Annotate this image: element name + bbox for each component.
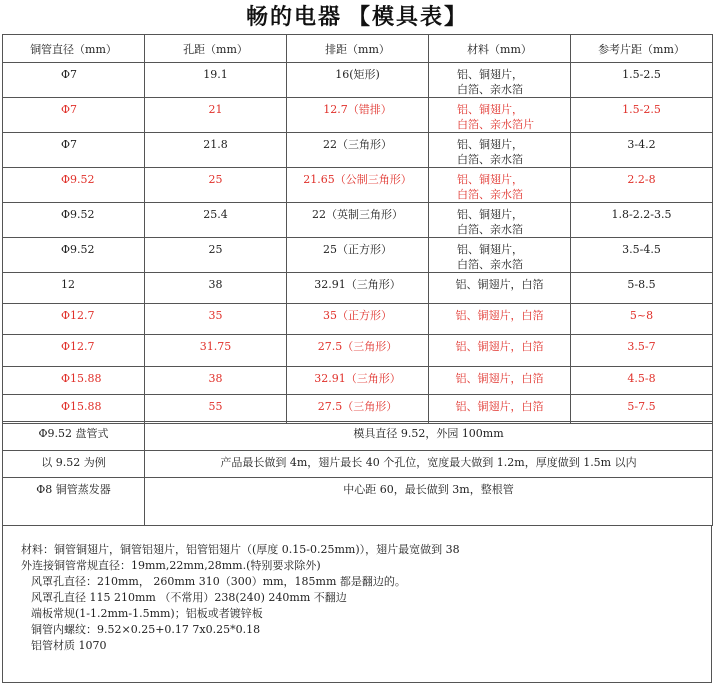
cell-row-pitch: 25（正方形） bbox=[287, 238, 429, 273]
cell-diameter: Φ15.88 bbox=[3, 367, 145, 395]
spec-table bbox=[2, 421, 713, 526]
cell-diameter: Φ12.7 bbox=[3, 304, 145, 335]
cell-fin-pitch: 3.5-7 bbox=[571, 335, 713, 367]
header-diameter: 铜管直径（mm） bbox=[3, 35, 145, 63]
cell-fin-pitch: 4.5-8 bbox=[571, 367, 713, 395]
cell-diameter: Φ12.7 bbox=[3, 335, 145, 367]
table-row bbox=[3, 395, 713, 424]
header-material: 材料（mm） bbox=[429, 35, 571, 63]
cell-row-pitch: 22（英制三角形） bbox=[287, 203, 429, 238]
cell-material: 铝、铜翅片，白箔 bbox=[429, 304, 571, 335]
company-name: 畅的电器 bbox=[245, 4, 342, 30]
table-row bbox=[3, 367, 713, 395]
spec-value: 产品最长做到 4m，翅片最长 40 个孔位，宽度最大做到 1.2m，厚度做到 1.5m 以内 bbox=[145, 451, 713, 478]
table-row bbox=[3, 98, 713, 133]
cell-hole-pitch: 25 bbox=[145, 168, 287, 203]
cell-row-pitch: 35（正方形） bbox=[287, 304, 429, 335]
cell-row-pitch: 21.65（公制三角形） bbox=[287, 168, 429, 203]
cell-material: 铝、铜翅片，白箔 bbox=[429, 335, 571, 367]
notes-section bbox=[2, 525, 712, 683]
cell-diameter: Φ15.88 bbox=[3, 395, 145, 424]
cell-hole-pitch: 31.75 bbox=[145, 335, 287, 367]
table-row bbox=[3, 168, 713, 203]
cell-fin-pitch: 5-7.5 bbox=[571, 395, 713, 424]
header-hole-pitch: 孔距（mm） bbox=[145, 35, 287, 63]
cell-hole-pitch: 21.8 bbox=[145, 133, 287, 168]
cell-row-pitch: 16(矩形) bbox=[287, 63, 429, 98]
cell-fin-pitch: 5-8.5 bbox=[571, 273, 713, 304]
cell-material: 铝、铜翅片，白箔 bbox=[429, 273, 571, 304]
table-row bbox=[3, 273, 713, 304]
spec-row bbox=[3, 451, 713, 478]
spec-row bbox=[3, 422, 713, 451]
table-row bbox=[3, 335, 713, 367]
cell-material: 铝、铜翅片，白箔 bbox=[429, 395, 571, 424]
table-row bbox=[3, 238, 713, 273]
cell-material: 铝、铜翅片，白箔 bbox=[429, 367, 571, 395]
table-row bbox=[3, 203, 713, 238]
cell-hole-pitch: 35 bbox=[145, 304, 287, 335]
cell-hole-pitch: 21 bbox=[145, 98, 287, 133]
spec-row bbox=[3, 478, 713, 526]
cell-fin-pitch: 3-4.2 bbox=[571, 133, 713, 168]
cell-row-pitch: 32.91（三角形） bbox=[287, 367, 429, 395]
note-line: 端板常规(1-1.2mm-1.5mm)；铝板或者镀锌板 bbox=[31, 607, 263, 620]
cell-hole-pitch: 38 bbox=[145, 367, 287, 395]
cell-diameter: Φ7 bbox=[3, 133, 145, 168]
cell-fin-pitch: 2.2-8 bbox=[571, 168, 713, 203]
cell-row-pitch: 27.5（三角形） bbox=[287, 395, 429, 424]
table-row bbox=[3, 63, 713, 98]
cell-material: 铝、铜翅片， 白箔、亲水箔 bbox=[429, 238, 571, 273]
spec-label: 以 9.52 为例 bbox=[3, 451, 145, 478]
cell-fin-pitch: 5~8 bbox=[571, 304, 713, 335]
cell-fin-pitch: 1.5-2.5 bbox=[571, 98, 713, 133]
page-title bbox=[0, 0, 714, 34]
cell-hole-pitch: 19.1 bbox=[145, 63, 287, 98]
table-name: 【模具表】 bbox=[348, 4, 469, 30]
cell-diameter: Φ7 bbox=[3, 98, 145, 133]
cell-material: 铝、铜翅片， 白箔、亲水箔 bbox=[429, 63, 571, 98]
table-header-row bbox=[3, 35, 713, 63]
cell-hole-pitch: 25.4 bbox=[145, 203, 287, 238]
cell-fin-pitch: 1.5-2.5 bbox=[571, 63, 713, 98]
cell-diameter: Φ9.52 bbox=[3, 168, 145, 203]
note-line: 风罩孔直径 115 210mm （不常用）238(240) 240mm 不翻边 bbox=[31, 591, 347, 604]
cell-fin-pitch: 1.8-2.2-3.5 bbox=[571, 203, 713, 238]
cell-row-pitch: 12.7（错排） bbox=[287, 98, 429, 133]
note-line: 铜管内螺纹：9.52×0.25+0.17 7x0.25*0.18 bbox=[31, 623, 261, 636]
note-line: 铝管材质 1070 bbox=[31, 639, 107, 652]
note-line: 外连接铜管常规直径：19mm,22mm,28mm.(特别要求除外) bbox=[21, 559, 321, 572]
spec-label: Φ8 铜管蒸发器 bbox=[3, 478, 145, 526]
cell-material: 铝、铜翅片， 白箔、亲水箔 bbox=[429, 133, 571, 168]
spec-value: 中心距 60，最长做到 3m，整根管 bbox=[145, 478, 713, 526]
cell-diameter: Φ9.52 bbox=[3, 238, 145, 273]
cell-fin-pitch: 3.5-4.5 bbox=[571, 238, 713, 273]
cell-material: 铝、铜翅片， 白箔、亲水箔 bbox=[429, 168, 571, 203]
cell-diameter: Φ9.52 bbox=[3, 203, 145, 238]
note-line: 材料：铜管铜翅片，铜管铝翅片，铝管铝翅片（(厚度 0.15-0.25mm)），翅片最宽做到 38 bbox=[21, 543, 460, 556]
cell-hole-pitch: 25 bbox=[145, 238, 287, 273]
cell-diameter: Φ7 bbox=[3, 63, 145, 98]
spec-label: Φ9.52 盘管式 bbox=[3, 422, 145, 451]
cell-material: 铝、铜翅片， 白箔、亲水箔片 bbox=[429, 98, 571, 133]
cell-row-pitch: 27.5（三角形） bbox=[287, 335, 429, 367]
table-row bbox=[3, 133, 713, 168]
cell-row-pitch: 32.91（三角形） bbox=[287, 273, 429, 304]
mold-table bbox=[2, 34, 713, 424]
cell-hole-pitch: 38 bbox=[145, 273, 287, 304]
spec-value: 模具直径 9.52，外园 100mm bbox=[145, 422, 713, 451]
note-line: 风罩孔直径：210mm， 260mm 310（300）mm，185mm 都是翻边的。 bbox=[31, 575, 406, 588]
cell-material: 铝、铜翅片， 白箔、亲水箔 bbox=[429, 203, 571, 238]
header-fin-pitch: 参考片距（mm） bbox=[571, 35, 713, 63]
cell-hole-pitch: 55 bbox=[145, 395, 287, 424]
cell-row-pitch: 22（三角形） bbox=[287, 133, 429, 168]
table-row bbox=[3, 304, 713, 335]
cell-diameter: 12 bbox=[3, 273, 145, 304]
header-row-pitch: 排距（mm） bbox=[287, 35, 429, 63]
